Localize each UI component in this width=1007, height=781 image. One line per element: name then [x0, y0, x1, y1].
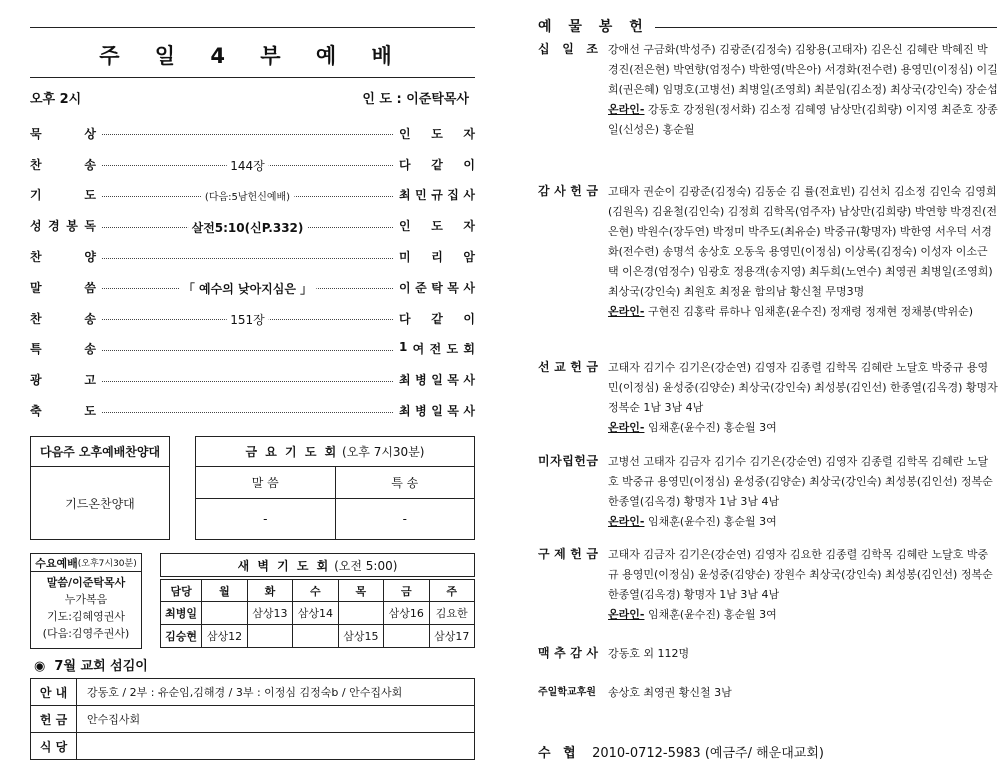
offering-label-char: 헌 [570, 184, 582, 198]
order-row [30, 303, 475, 334]
service-title: 주 일 4 부 예 배 [99, 44, 406, 68]
offering-names [608, 40, 998, 140]
order-person-char: 자 [463, 126, 475, 141]
dawn-prayer-table [160, 579, 475, 648]
offering-label-char: 교 [554, 360, 566, 374]
offering-label-char: 추 [554, 646, 566, 660]
dawn-row [161, 602, 475, 625]
offering-label-char: 사 [586, 646, 598, 660]
dawn-cell: 삼상13 [247, 602, 292, 625]
account-row [538, 742, 824, 761]
friday-col-special: 특 송 [391, 476, 419, 490]
next-choir-value: 기드온찬양대 [65, 496, 135, 511]
order-label-char: 도 [84, 188, 96, 203]
service-time: 오후 2시 [30, 92, 82, 107]
offering-names-text: 고병선 고태자 김금자 김기수 김기은(강순연) 김영자 김종렬 김학목 김혜란 노달호 박중규 용영민(이정심) 윤성중(김양순) 최상국(강인숙) 최성봉(김인선) 정복순 한종열(김옥경) 황명자 1남 3남 4남 [608, 455, 993, 508]
offering-names [608, 358, 998, 438]
order-label [30, 402, 96, 419]
order-person-char: 목 [447, 373, 459, 388]
friday-prayer-header [196, 437, 474, 467]
serve-table [30, 678, 475, 760]
dawn-cell [202, 602, 247, 625]
serve-value: 강동호 / 2부 : 유순임,김해경 / 3부 : 이정심 김정숙b / 안수집사회 [77, 679, 475, 706]
order-person-char: 도 [431, 126, 443, 141]
online-label: 온라인- [608, 515, 645, 528]
dawn-row [161, 625, 475, 648]
online-label: 온라인- [608, 608, 645, 621]
wednesday-prayer: 기도:김혜영권사 [46, 610, 126, 623]
serve-title: 7월 교회 섬김이 [54, 659, 148, 674]
order-person-char: 최 [399, 373, 411, 388]
offering-label [538, 40, 598, 57]
order-label [30, 248, 96, 265]
dawn-cell: 삼상15 [338, 625, 383, 648]
wednesday-title: 수요예배 [35, 556, 78, 570]
serve-row [31, 733, 475, 760]
order-label-char: 기 [30, 188, 42, 203]
order-row [30, 149, 475, 180]
offering-label-char: 조 [586, 42, 598, 56]
order-label-char: 상 [84, 126, 96, 141]
order-person-char: 전 [429, 342, 442, 357]
order-person [399, 371, 475, 388]
dawn-prayer-box [160, 553, 475, 649]
order-person-char: 1 [399, 340, 408, 355]
friday-prayer-title: 금 요 기 도 회 [245, 445, 339, 459]
order-label-char: 봉 [66, 219, 78, 234]
offering-section [538, 40, 998, 140]
offering-label-char: 십 [538, 42, 550, 56]
order-label-char: 고 [84, 373, 96, 388]
offering-label-char: 헌 [570, 360, 582, 374]
friday-col-sermon: 말 씀 [196, 467, 336, 498]
dawn-cell: 삼상16 [384, 602, 429, 625]
offering-section [538, 182, 998, 322]
order-row [30, 272, 475, 303]
account-label: 수 협 [538, 746, 580, 761]
order-person [399, 310, 475, 327]
serve-value: 안수집사회 [77, 706, 475, 733]
online-names: 구현진 김홍락 류하나 임채훈(윤수진) 정재령 정재현 정채봉(박위순) [644, 305, 973, 318]
offering-names-text: 고태자 권순이 김광준(김정숙) 김동순 김 률(전효빈) 김선치 김소정 김인숙 김영희(김원옥) 김윤철(김인숙) 김정희 김학목(엄주자) 남상만(김희량) 박연향 박경진(전은현) 박원수(장두연) 박정미 박주도(최유순) 박중규(황명자) 박한영 서우덕 서경화(전수련) 송명석 송상호 오동욱 용영민(이정심) 이상록(김정숙) 이성자 이소근택 이은경(엄정수) 임광호 정용객(송지영) 최두희(노연수) 최영권 최병일(조영희) 최상국(강인숙) 최원호 최정윤 함의남 황신철 무명3명 [608, 185, 998, 298]
offering-names-text: 송상호 최영권 황신철 3남 [608, 686, 732, 699]
order-person-char: 민 [415, 188, 427, 203]
service-subheader [30, 88, 475, 107]
serve-heading [34, 655, 148, 674]
dawn-cell: 김요한 [429, 602, 475, 625]
offering-label-char: 사 [554, 184, 566, 198]
serve-label: 안 내 [31, 679, 77, 706]
online-label: 온라인- [608, 103, 645, 116]
next-choir-box [30, 436, 170, 540]
offering-names [608, 644, 998, 664]
order-row [30, 364, 475, 395]
offering-label-char: 감 [570, 646, 582, 660]
order-person-char: 일 [431, 373, 443, 388]
order-person-char: 최 [399, 404, 411, 419]
order-label-char: 경 [48, 219, 60, 234]
order-person-char: 미 [399, 250, 411, 265]
bullet-icon: ◉ [34, 659, 46, 674]
order-person-char: 규 [431, 188, 443, 203]
order-person [399, 217, 475, 234]
offering-names [608, 182, 998, 322]
order-person-char: 사 [463, 280, 475, 295]
order-label [30, 279, 96, 296]
dawn-cell [247, 625, 292, 648]
order-label-char: 성 [30, 219, 42, 234]
order-person-char: 최 [399, 188, 411, 203]
offering-section [538, 358, 998, 438]
dawn-col-header: 수 [293, 580, 338, 602]
dawn-cell [293, 625, 338, 648]
offering-label [538, 683, 604, 698]
order-label-char: 도 [84, 404, 96, 419]
order-label-char: 찬 [30, 311, 42, 326]
dawn-cell [338, 602, 383, 625]
offering-label-char: 금 [586, 360, 598, 374]
order-label-char: 묵 [30, 126, 42, 141]
friday-prayer-box [195, 436, 475, 540]
dawn-cell: 삼상17 [429, 625, 475, 648]
order-label-char: 양 [84, 250, 96, 265]
serve-row [31, 679, 475, 706]
offering-label [538, 545, 598, 562]
order-person-char: 사 [463, 404, 475, 419]
order-person-char: 목 [447, 280, 459, 295]
friday-val-special: - [402, 512, 407, 526]
order-label [30, 156, 96, 173]
dawn-cell: 김승현 [161, 625, 202, 648]
dawn-col-header: 금 [384, 580, 429, 602]
order-person-char: 이 [399, 280, 411, 295]
offering-names [608, 545, 998, 625]
offering-label-char: 금 [586, 454, 598, 468]
dawn-col-header: 월 [202, 580, 247, 602]
offering-label-char: 립 [562, 454, 574, 468]
order-person [399, 402, 475, 419]
offering-section [538, 545, 998, 625]
offering-label-char: 헌 [574, 454, 586, 468]
offering-section [538, 683, 998, 703]
order-person-char: 병 [415, 404, 427, 419]
offering-label [538, 452, 598, 469]
order-detail: 「 예수의 낮아지심은 」 [179, 280, 316, 297]
order-label [30, 186, 96, 203]
order-label-char: 축 [30, 404, 42, 419]
order-detail: 144장 [226, 157, 269, 174]
order-label-char: 송 [84, 157, 96, 172]
online-label: 온라인- [608, 305, 645, 318]
serve-value [77, 733, 475, 760]
friday-prayer-time: (오후 7시30분) [342, 445, 425, 459]
order-person-char: 회 [463, 342, 475, 357]
order-person-char: 사 [463, 373, 475, 388]
offering-names-text: 강애선 구금화(박성주) 김광준(김정숙) 김왕용(고태자) 김은신 김혜란 박혜진 박경진(전은현) 박연향(엄정수) 박한영(박은아) 서경화(전수련) 용영민(이정심) 이길희(권은혜) 임명호(고병선) 최병일(조영희) 최분임(김소정) 최상국(강인숙) 장순섭 [608, 43, 998, 96]
offering-names [608, 452, 998, 532]
service-leader: 인 도 : 이준탁목사 [362, 92, 469, 107]
order-person-char: 집 [447, 188, 459, 203]
offering-label-char: 금 [586, 184, 598, 198]
wednesday-time: (오후7시30분) [77, 559, 137, 569]
dawn-cell: 삼상12 [202, 625, 247, 648]
offering-label-char: 맥 [538, 646, 550, 660]
order-label-char: 독 [84, 219, 96, 234]
dawn-col-header: 목 [338, 580, 383, 602]
worship-order [30, 118, 475, 426]
order-person-char: 탁 [431, 280, 443, 295]
offering-label-char: 금 [586, 547, 598, 561]
order-label [30, 340, 96, 357]
order-person-char: 인 [399, 126, 411, 141]
order-label [30, 310, 96, 327]
order-person-char: 리 [431, 250, 443, 265]
order-detail: 151장 [226, 311, 269, 328]
order-person-char: 다 [399, 157, 411, 172]
offering-names-text: 고태자 김기수 김기은(강순연) 김영자 김종렬 김학목 김혜란 노달호 박중규 용영민(이정심) 윤성중(김양순) 최상국(강인숙) 최성봉(김인선) 한종열(김옥경) 황명자 정복순 1남 3남 4남 [608, 361, 998, 414]
order-label [30, 217, 96, 234]
order-person-char: 병 [415, 373, 427, 388]
offering-section [538, 452, 998, 532]
order-person-char: 다 [399, 311, 411, 326]
offering-names [608, 683, 998, 703]
dawn-prayer-title: 새 벽 기 도 회 [237, 558, 331, 573]
order-person-char: 이 [463, 311, 475, 326]
order-person [399, 156, 475, 173]
dawn-prayer-time: (오전 5:00) [334, 558, 398, 573]
order-person-char: 준 [415, 280, 427, 295]
dawn-cell: 삼상14 [293, 602, 338, 625]
offering-label [538, 644, 598, 661]
offering-label-char: 구 [538, 547, 550, 561]
order-label-char: 찬 [30, 250, 42, 265]
offerings-title: 예 물 봉 헌 [538, 19, 649, 35]
order-label-char: 송 [84, 342, 96, 357]
offering-label-char: 미 [538, 454, 550, 468]
order-row [30, 241, 475, 272]
wednesday-next: (다음:김영주권사) [42, 627, 130, 640]
wednesday-service-box [30, 553, 142, 649]
order-person [399, 279, 475, 296]
order-person-char: 일 [431, 404, 443, 419]
offering-label-char: 주일학교후원 [538, 687, 596, 698]
order-person [399, 248, 475, 265]
online-names: 강동호 강정원(정서화) 김소정 김혜영 남상만(김희량) 이지영 최준호 장종일(신성은) 홍순월 [608, 103, 998, 136]
order-person-char: 이 [463, 157, 475, 172]
offering-label [538, 182, 598, 199]
wednesday-sermon: 말씀/이준탁목사 [46, 576, 126, 589]
friday-val-sermon: - [196, 499, 336, 539]
dawn-col-header: 담당 [161, 580, 202, 602]
order-person-char: 도 [446, 342, 459, 357]
order-row [30, 210, 475, 241]
order-label-char: 특 [30, 342, 42, 357]
offering-label-char: 일 [562, 42, 574, 56]
order-label [30, 371, 96, 388]
offering-section [538, 644, 998, 664]
online-names: 임채훈(윤수진) 홍순월 3여 [644, 421, 777, 434]
order-label-char: 찬 [30, 157, 42, 172]
offering-label-char: 자 [550, 454, 562, 468]
order-label-char: 말 [30, 280, 42, 295]
order-person [399, 125, 475, 142]
account-number: 2010-0712-5983 (예금주/ 해운대교회) [592, 746, 824, 761]
offering-label-char: 감 [538, 184, 550, 198]
dawn-col-header: 화 [247, 580, 292, 602]
order-label-char: 씀 [84, 280, 96, 295]
dawn-cell [384, 625, 429, 648]
order-row [30, 118, 475, 149]
order-person-char: 인 [399, 219, 411, 234]
dawn-col-header: 주 [429, 580, 475, 602]
offering-names-text: 고태자 김금자 김기은(강순연) 김영자 김요한 김종렬 김학목 김혜란 노달호 박중규 용영민(이정심) 윤성중(김양순) 장원수 최상국(강인숙) 최성봉(김인선) 정복순 한종열(김옥경) 황명자 1남 3남 4남 [608, 548, 993, 601]
offering-label-char: 선 [538, 360, 550, 374]
next-choir-header: 다음주 오후예배찬양대 [31, 437, 169, 467]
order-row [30, 395, 475, 426]
order-person-char: 같 [431, 311, 443, 326]
order-label [30, 125, 96, 142]
dawn-cell: 최병일 [161, 602, 202, 625]
order-detail: (다음:5남헌신예배) [201, 188, 294, 203]
online-label: 온라인- [608, 421, 645, 434]
online-names: 임채훈(윤수진) 홍순월 3여 [644, 515, 777, 528]
order-person-char: 여 [412, 342, 425, 357]
order-person-char: 암 [463, 250, 475, 265]
order-label-char: 송 [84, 311, 96, 326]
wednesday-scripture: 누가복음 [64, 593, 108, 606]
offering-label [538, 358, 598, 375]
order-person [399, 186, 475, 203]
offering-label-char: 헌 [570, 547, 582, 561]
order-person-char: 도 [431, 219, 443, 234]
serve-label: 식 당 [31, 733, 77, 760]
order-detail: 살전5:10(신P.332) [188, 219, 308, 236]
order-person-char: 같 [431, 157, 443, 172]
order-person-char: 사 [463, 188, 475, 203]
order-person-char: 목 [447, 404, 459, 419]
order-row [30, 180, 475, 211]
order-label-char: 광 [30, 373, 42, 388]
offering-names-text: 강동호 외 112명 [608, 647, 690, 660]
serve-label: 헌 금 [31, 706, 77, 733]
serve-row [31, 706, 475, 733]
order-person [399, 340, 475, 357]
order-row [30, 334, 475, 365]
online-names: 임채훈(윤수진) 홍순월 3여 [644, 608, 777, 621]
order-person-char: 자 [463, 219, 475, 234]
offering-label-char: 제 [554, 547, 566, 561]
dawn-prayer-header [160, 553, 475, 577]
